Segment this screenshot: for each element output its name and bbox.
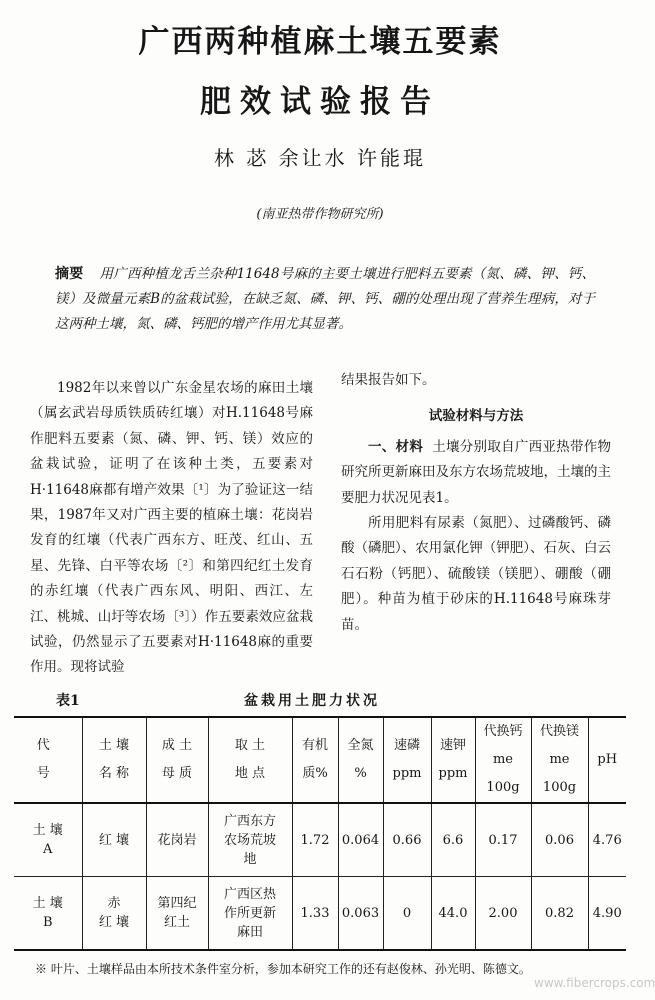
watermark: www.fibercrops.com: [534, 976, 655, 990]
table-cell-code: [14, 877, 82, 951]
abstract: [55, 262, 595, 337]
table-cell-soil-name: [82, 877, 146, 951]
intro-continuation: 结果报告如下。: [341, 372, 436, 388]
table-cell-organic: 1.33: [292, 877, 338, 951]
cell-line: 作所更新: [223, 905, 276, 921]
section-heading: 试验材料与方法: [428, 408, 524, 425]
table-header-cell: [82, 717, 146, 803]
paper-title-line1: 广西两种植麻土壤五要素: [138, 24, 502, 60]
table-cell-total-n: 0.063: [338, 877, 383, 951]
cell-line: 名 称: [98, 766, 130, 781]
cell-line: 号: [36, 766, 59, 781]
table-title: 盆栽用土肥力状况: [244, 693, 380, 709]
table-row: [14, 877, 626, 951]
table-cell-avail-p: 0.66: [383, 803, 431, 877]
cell-line: 成 土: [161, 738, 193, 753]
abstract-text: 用广西种植龙舌兰杂种11648号麻的主要土壤进行肥料五要素（氮、磷、钾、钙、镁）及微量元素B的盆栽试验，在缺乏氮、磷、钾、钙、硼的处理出现了营养生理病，对于这两种土壤，氮、磷、钙肥的增产作用尤其显著。: [55, 266, 595, 332]
table-cell-total-n: 0.064: [338, 803, 383, 877]
table-cell-parent: [146, 877, 208, 951]
table-cell-site: [208, 877, 292, 951]
cell-line: 花岗岩: [157, 832, 197, 848]
table-cell-organic: 1.72: [292, 803, 338, 877]
table-cell-exch-ca: 0.17: [475, 803, 531, 877]
table-header-cell: [292, 717, 338, 803]
materials-text: 土壤分别取自广西亚热带作物研究所更新麻田及东方农场荒坡地，土壤的主要肥力状况见表1。: [341, 438, 612, 506]
cell-line: 代: [36, 738, 59, 753]
cell-line: 取 土: [234, 738, 266, 753]
table-label: 表1: [56, 693, 80, 709]
table-header-cell: [146, 717, 208, 803]
cell-line: 代换镁: [539, 724, 579, 739]
abstract-label: 摘要: [55, 266, 84, 282]
table-header-cell: [431, 717, 475, 803]
cell-line: 100g: [486, 780, 520, 795]
table-header-row: [14, 717, 626, 803]
materials-label: 一、材料: [368, 438, 424, 455]
cell-line: 土 壤: [32, 896, 63, 911]
cell-line: 有机: [301, 738, 328, 753]
cell-line: 质%: [302, 766, 328, 781]
table-header-cell: [208, 717, 292, 803]
table-cell-avail-k: 6.6: [431, 803, 475, 877]
table-cell-ph: 4.76: [588, 803, 626, 877]
table-cell-exch-mg: 0.06: [531, 803, 588, 877]
cell-line: B: [42, 915, 53, 930]
cell-line: me: [492, 752, 514, 767]
cell-line: %: [354, 766, 367, 781]
cell-line: 速磷: [393, 738, 420, 753]
table-header-cell: [475, 717, 531, 803]
authors: 林 苾 余让水 许能琨: [213, 146, 427, 170]
cell-line: 广西东方: [223, 813, 276, 829]
table-header-cell: [531, 717, 588, 803]
body-left-column: [30, 376, 313, 681]
cell-line: 地 点: [234, 766, 266, 781]
cell-line: A: [43, 842, 53, 857]
table-cell-avail-p: 0: [383, 877, 431, 951]
table-cell-soil-name: [82, 803, 146, 877]
cell-line: 农场荒坡: [223, 832, 276, 848]
affiliation: (南亚热带作物研究所): [256, 207, 384, 222]
table-cell-code: [14, 803, 82, 877]
soil-fertility-table: [14, 716, 626, 951]
table-cell-exch-mg: 0.82: [531, 877, 588, 951]
cell-line: 麻田: [236, 924, 263, 940]
cell-line: 第四纪: [157, 896, 197, 911]
cell-line: pH: [597, 752, 618, 767]
cell-line: 全氮: [347, 738, 374, 753]
cell-line: 土 壤: [32, 823, 63, 838]
materials-paragraph: [341, 435, 611, 511]
cell-line: 100g: [542, 780, 577, 795]
cell-line: ppm: [392, 766, 422, 781]
intro-paragraph: 1982年以来曾以广东金星农场的麻田土壤（属玄武岩母质铁质砖红壤）对H.11648号麻作肥料五要素（氮、磷、钾、钙、镁）效应的盆栽试验，证明了在该种土类，五要素对H·11648麻都有增产效果〔¹〕为了验证这一结果，1987年又对广西主要的植麻土壤：花岗岩发育的红壤（代表广西东方、旺茂、红山、五星、先锋、白平等农场〔²〕和第四纪红土发育的赤红壤（代表广西东风、明阳、西江、左江、桃城、山圩等农场〔³〕）作五要素效应盆栽试验，仍然显示了五要素对H·11648麻的重要作用。现将试验: [30, 380, 313, 676]
fertilizer-paragraph: 所用肥料有尿素（氮肥）、过磷酸钙、磷酸（磷肥）、农用氯化钾（钾肥）、石灰、白云石石粉（钙肥）、硫酸镁（镁肥）、硼酸（硼肥）。种苗为植于砂床的H.11648号麻珠芽苗。: [341, 515, 611, 633]
cell-line: 赤: [107, 896, 121, 911]
table-header-cell: [588, 717, 626, 803]
table-header-cell: [383, 717, 431, 803]
table-header-cell: [14, 717, 82, 803]
body-right-column: [341, 368, 611, 638]
table-cell-site: [208, 803, 292, 877]
cell-line: 土 壤: [98, 738, 130, 753]
cell-line: ppm: [438, 766, 468, 781]
cell-line: 母 质: [161, 766, 193, 781]
table-cell-ph: 4.90: [588, 877, 626, 951]
cell-line: 速钾: [439, 738, 466, 753]
paper-title-line2: 肥效试验报告: [200, 84, 440, 120]
table-cell-parent: [146, 803, 208, 877]
table-cell-avail-k: 44.0: [431, 877, 475, 951]
cell-line: 地: [243, 851, 257, 867]
cell-line: me: [549, 752, 570, 767]
cell-line: 广西区热: [223, 886, 276, 902]
table-cell-exch-ca: 2.00: [475, 877, 531, 951]
table-header-cell: [338, 717, 383, 803]
cell-line: 红 壤: [98, 832, 130, 848]
footnote: ※ 叶片、土壤样品由本所技术条件室分析，参加本研究工作的还有赵俊林、孙光明、陈德文。: [35, 962, 531, 976]
cell-line: 红土: [163, 915, 190, 930]
table-row: [14, 803, 626, 877]
cell-line: 代换钙: [483, 724, 523, 739]
cell-line: 红 壤: [98, 915, 130, 930]
